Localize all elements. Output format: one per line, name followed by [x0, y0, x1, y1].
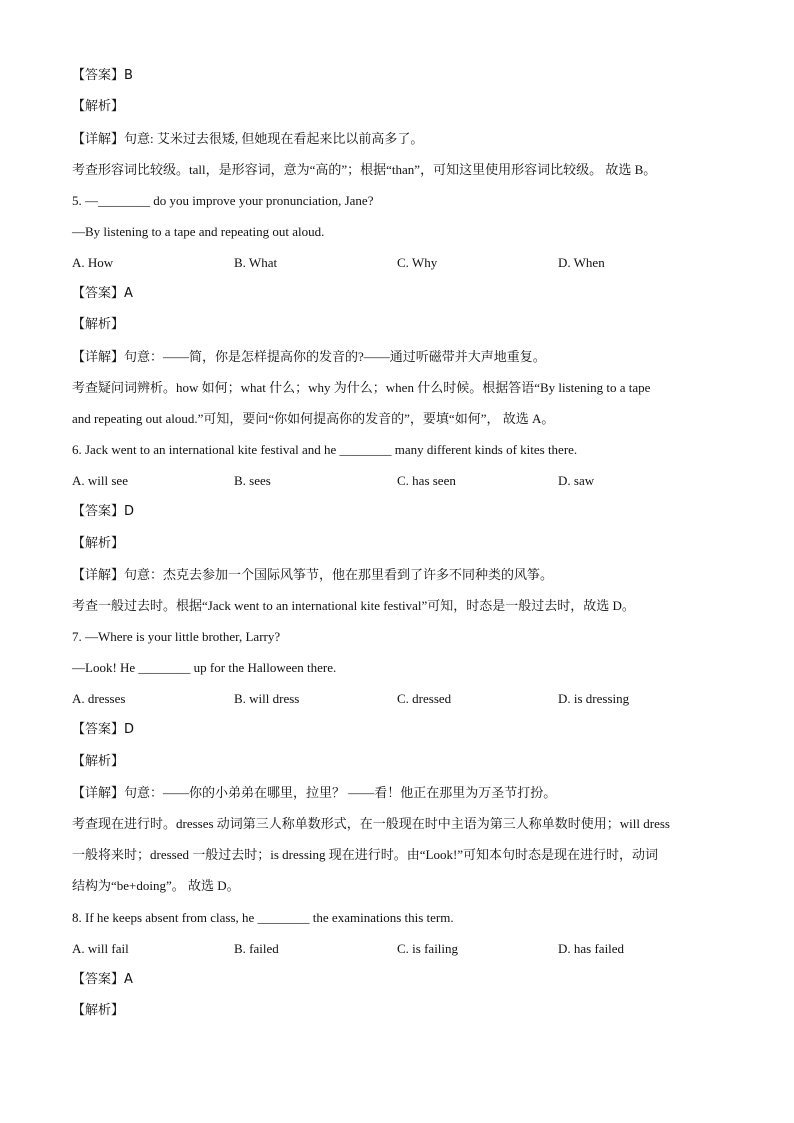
answer-label: 【答案】A [72, 972, 133, 987]
option-d: D. saw [558, 473, 595, 488]
detail-text: 【详解】句意: 艾米过去很矮, 但她现在看起来比以前高多了。 [72, 131, 424, 146]
option-d: D. is dressing [558, 691, 630, 706]
explanation-text: 考查现在进行时。dresses 动词第三人称单数形式，在一般现在时中主语为第三人称单数时使用；will dress [72, 816, 670, 831]
option-a: A. dresses [72, 691, 126, 706]
answer-label: 【答案】D [72, 722, 135, 737]
option-c: C. has seen [397, 473, 456, 488]
option-d: D. has failed [558, 941, 625, 956]
option-b: B. What [234, 255, 278, 270]
explanation-text: 考查一般过去时。根据“Jack went to an international kite festival”可知，时态是一般过去时，故选 D。 [72, 598, 635, 613]
detail-text: 【详解】句意：——简，你是怎样提高你的发音的?——通过听磁带并大声地重复。 [72, 349, 546, 364]
explanation-text: 考查形容词比较级。tall，是形容词，意为“高的”；根据“than”，可知这里使用形容词比较级。 故选 B。 [72, 162, 657, 177]
answer-label: 【答案】D [72, 504, 135, 519]
question-7: 7. —Where is your little brother, Larry? [72, 629, 281, 644]
question-8: 8. If he keeps absent from class, he ________ the examinations this term. [72, 910, 454, 925]
option-b: B. will dress [234, 691, 300, 706]
question-6: 6. Jack went to an international kite festival and he ________ many different kinds of kites there. [72, 442, 578, 457]
explanation-text: and repeating out aloud.”可知，要问“你如何提高你的发音的”，要填“如何”， 故选 A。 [72, 411, 555, 426]
analysis-label: 【解析】 [72, 1003, 125, 1018]
detail-text: 【详解】句意：——你的小弟弟在哪里，拉里？ ——看！他正在那里为万圣节打扮。 [72, 785, 557, 800]
option-c: C. is failing [397, 941, 459, 956]
option-a: A. will fail [72, 941, 129, 956]
analysis-label: 【解析】 [72, 536, 125, 551]
explanation-text: 一般将来时；dressed 一般过去时；is dressing 现在进行时。由“Look!”可知本句时态是现在进行时，动词 [72, 847, 659, 862]
explanation-text: 结构为“be+doing”。 故选 D。 [72, 878, 240, 893]
option-c: C. dressed [397, 691, 452, 706]
question-5: 5. —________ do you improve your pronunciation, Jane? [72, 193, 374, 208]
answer-label: 【答案】B [72, 68, 133, 83]
option-d: D. When [558, 255, 605, 270]
analysis-label: 【解析】 [72, 317, 125, 332]
option-b: B. failed [234, 941, 279, 956]
option-c: C. Why [397, 255, 438, 270]
question-5-reply: —By listening to a tape and repeating out aloud. [72, 224, 325, 239]
explanation-text: 考查疑问词辨析。how 如何；what 什么；why 为什么；when 什么时候。根据答语“By listening to a tape [72, 380, 651, 395]
analysis-label: 【解析】 [72, 754, 125, 769]
analysis-label: 【解析】 [72, 99, 125, 114]
answer-label: 【答案】A [72, 286, 133, 301]
option-b: B. sees [234, 473, 271, 488]
question-7-reply: —Look! He ________ up for the Halloween there. [72, 660, 337, 675]
option-a: A. will see [72, 473, 128, 488]
detail-text: 【详解】句意：杰克去参加一个国际风筝节，他在那里看到了许多不同种类的风筝。 [72, 567, 554, 582]
option-a: A. How [72, 255, 114, 270]
